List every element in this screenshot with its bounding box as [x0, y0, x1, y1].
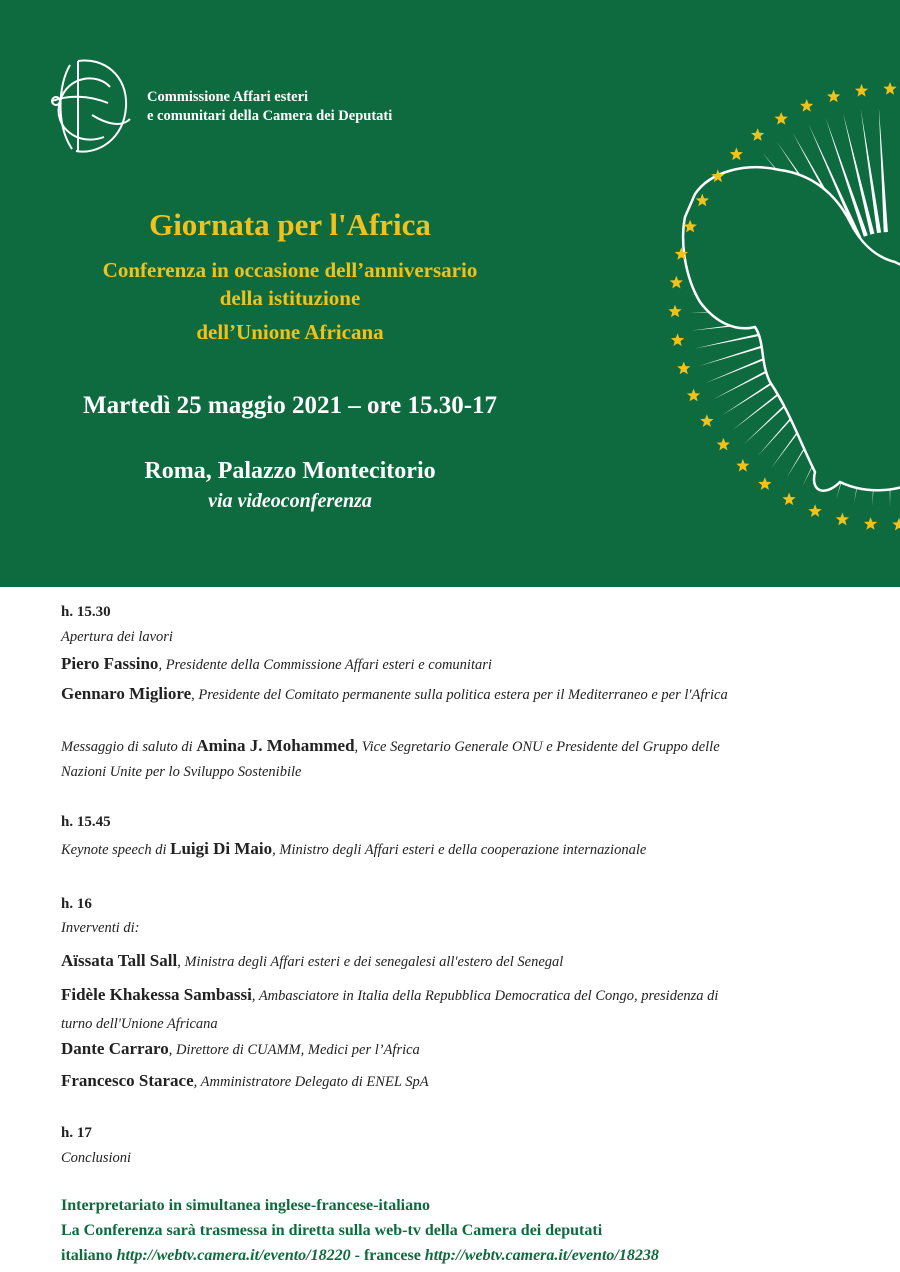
event-title: Giornata per l'Africa	[149, 207, 431, 242]
star-icon	[751, 128, 764, 141]
speaker-role: Direttore di CUAMM, Medici per l’Africa	[176, 1042, 420, 1058]
speaker-role-continued: turno dell'Unione Africana	[61, 1016, 218, 1032]
star-icon	[758, 477, 771, 490]
organization-name	[147, 88, 392, 126]
opening-label: Apertura dei lavori	[61, 629, 173, 645]
french-stream-link[interactable]: http://webtv.camera.it/evento/18238	[424, 1247, 659, 1264]
star-icon	[827, 90, 840, 103]
star-icon	[687, 389, 700, 402]
keynote-row: Keynote speech di Luigi Di Maio, Ministro degli Affari esteri e della cooperazione internazionale	[61, 839, 647, 858]
org-line-2: e comunitari della Camera dei Deputati	[147, 108, 393, 124]
speaker-role: Vice Segretario Generale ONU e Presidente del Gruppo delle	[361, 739, 720, 755]
star-icon	[671, 333, 684, 346]
star-icon	[700, 414, 713, 427]
broadcast-note: La Conferenza sarà trasmessa in diretta sulla web-tv della Camera dei deputati	[61, 1222, 603, 1239]
speaker-name: Fidèle Khakessa Sambassi	[61, 985, 252, 1004]
sun-ray	[861, 109, 881, 233]
speaker-role: Presidente del Comitato permanente sulla politica estera per il Mediterraneo e per l'Africa	[198, 687, 728, 703]
star-icon	[670, 276, 683, 289]
interventions-label: Inverventi di:	[61, 920, 140, 936]
time-slot-1545: h. 15.45	[61, 814, 111, 830]
star-icon	[864, 517, 877, 530]
speaker-name: Luigi Di Maio	[170, 839, 273, 858]
speaker-name: Dante Carraro	[61, 1039, 169, 1058]
speaker-role: Ministra degli Affari esteri e dei senegalesi all'estero del Senegal	[184, 954, 564, 970]
event-mode: via videoconferenza	[208, 490, 372, 512]
star-icon	[855, 84, 868, 97]
speaker-row: Piero Fassino, Presidente della Commissione Affari esteri e comunitari	[61, 654, 492, 673]
italian-label: italiano	[61, 1247, 117, 1264]
star-icon	[736, 459, 749, 472]
greeting-prefix: Messaggio di saluto di	[61, 739, 197, 755]
event-date: Martedì 25 maggio 2021 – ore 15.30-17	[82, 392, 498, 419]
speaker-role: Ambasciatore in Italia della Repubblica Democratica del Congo, presidenza di	[258, 988, 719, 1004]
camera-deputati-logo	[48, 55, 132, 159]
star-icon	[677, 362, 690, 375]
star-icon	[668, 305, 681, 318]
star-icon	[808, 504, 821, 517]
time-slot-1530: h. 15.30	[61, 604, 111, 620]
time-slot-17: h. 17	[61, 1125, 92, 1141]
speaker-role-continued: Nazioni Unite per lo Sviluppo Sostenibile	[61, 764, 302, 780]
subtitle-line-3: dell’Unione Africana	[196, 320, 384, 344]
african-union-emblem	[585, 82, 900, 542]
subtitle-line-1: Conferenza in occasione dell’anniversario	[102, 258, 478, 282]
italian-stream-link[interactable]: http://webtv.camera.it/evento/18220	[116, 1247, 351, 1264]
speaker-row: Aïssata Tall Sall, Ministra degli Affari esteri e dei senegalesi all'estero del Senegal	[61, 951, 564, 970]
star-icon	[717, 438, 730, 451]
org-line-1: Commissione Affari esteri	[147, 89, 309, 105]
star-icon	[782, 493, 795, 506]
speaker-role: Presidente della Commissione Affari esteri e comunitari	[165, 657, 492, 673]
speaker-name: Aïssata Tall Sall	[61, 951, 178, 970]
star-icon	[800, 99, 813, 112]
french-label: - francese	[350, 1247, 425, 1264]
speaker-name: Gennaro Migliore	[61, 684, 192, 703]
star-icon	[892, 518, 900, 531]
event-place: Roma, Palazzo Montecitorio	[144, 458, 436, 484]
interpretation-note: Interpretariato in simultanea inglese-francese-italiano	[61, 1197, 430, 1214]
speaker-name: Piero Fassino	[61, 654, 159, 673]
event-subtitle	[0, 256, 580, 312]
speaker-role: Ministro degli Affari esteri e della cooperazione internazionale	[279, 842, 647, 858]
speaker-row: Francesco Starace, Amministratore Delegato di ENEL SpA	[61, 1071, 429, 1090]
star-icon	[883, 82, 896, 95]
star-icon	[836, 513, 849, 526]
speaker-row: Gennaro Migliore, Presidente del Comitato permanente sulla politica estera per il Mediterraneo e per l'Africa	[61, 684, 728, 703]
sun-ray	[879, 107, 888, 232]
keynote-prefix: Keynote speech di	[61, 842, 171, 858]
stream-links	[61, 1247, 659, 1265]
speaker-row: Dante Carraro, Direttore di CUAMM, Medici per l’Africa	[61, 1039, 420, 1058]
speaker-name: Francesco Starace	[61, 1071, 194, 1090]
subtitle-line-2: della istituzione	[219, 286, 361, 310]
speaker-role: Amministratore Delegato di ENEL SpA	[200, 1074, 429, 1090]
speaker-name: Amina J. Mohammed	[196, 736, 355, 755]
speaker-row: Fidèle Khakessa Sambassi, Ambasciatore in Italia della Repubblica Democratica del Congo, presidenza di	[61, 985, 719, 1004]
star-icon	[730, 148, 743, 161]
time-slot-16: h. 16	[61, 896, 92, 912]
conclusions-label: Conclusioni	[61, 1150, 132, 1166]
star-icon	[775, 112, 788, 125]
greeting-message: Messaggio di saluto di Amina J. Mohammed, Vice Segretario Generale ONU e Presidente del Gruppo delle	[61, 736, 720, 755]
header-banner	[0, 0, 900, 587]
